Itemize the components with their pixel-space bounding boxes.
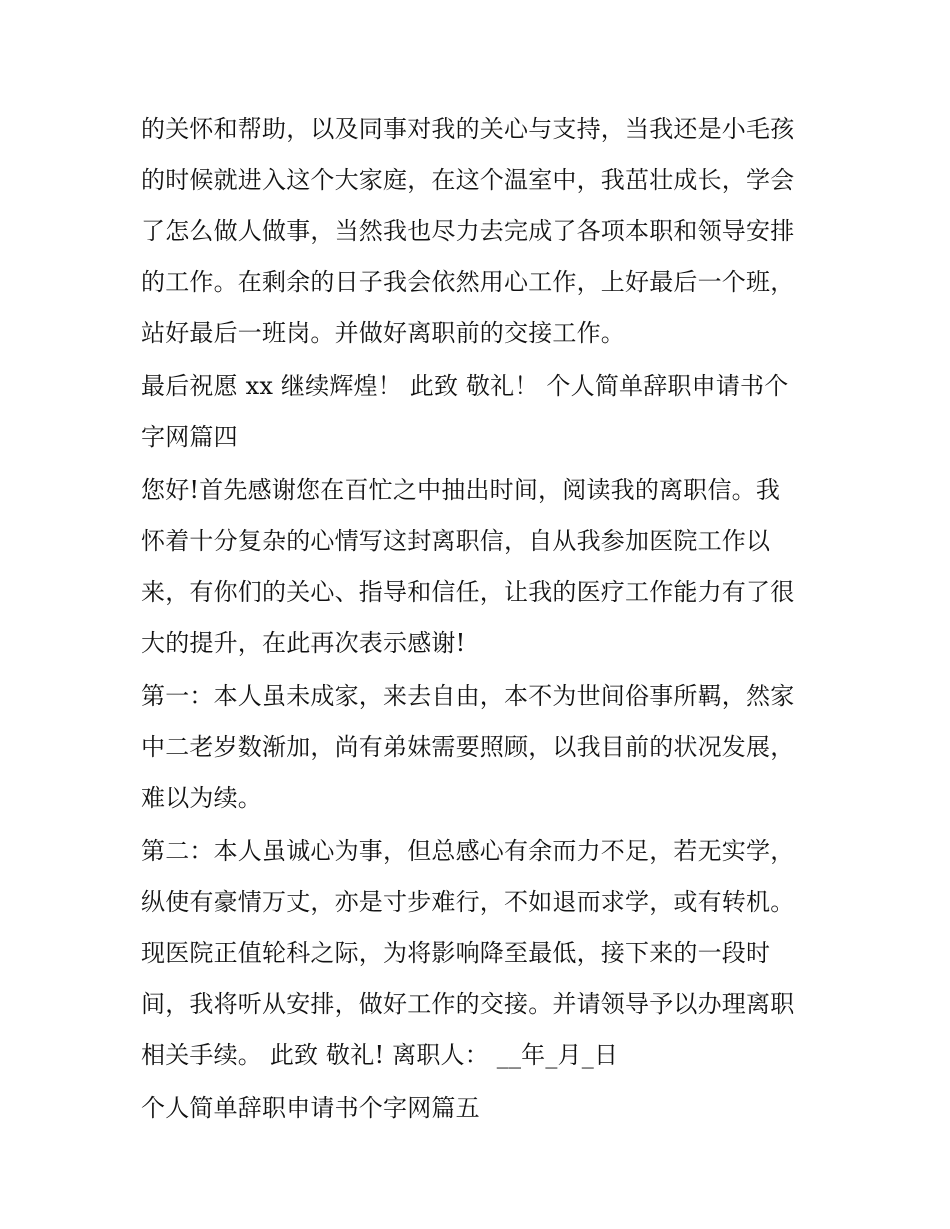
text-line: 的关怀和帮助，以及同事对我的关心与支持，当我还是小毛孩	[141, 115, 795, 143]
text-line: 难以为续。	[141, 784, 262, 812]
paragraph-resignation-thanks	[141, 104, 821, 359]
text-line: 第二：本人虽诚心为事，但总感心有余而力不足，若无实学，	[141, 837, 795, 865]
document-body	[141, 104, 821, 1136]
text-line: 的工作。在剩余的日子我会依然用心工作，上好最后一个班，	[141, 268, 795, 296]
text-line: 来，有你们的关心、指导和信任，让我的医疗工作能力有了很	[141, 578, 795, 606]
text-line: 最后祝愿 xx 继续辉煌！ 此致 敬礼！ 个人简单辞职申请书个	[141, 372, 789, 400]
text-line: 第一：本人虽未成家，来去自由，本不为世间俗事所羁，然家	[141, 682, 795, 710]
paragraph-reason-one	[141, 671, 821, 824]
paragraph-reason-two	[141, 826, 821, 1081]
text-line: 了怎么做人做事，当然我也尽力去完成了各项本职和领导安排	[141, 217, 795, 245]
text-line: 的时候就进入这个大家庭，在这个温室中，我茁壮成长，学会	[141, 166, 795, 194]
text-line: 大的提升，在此再次表示感谢!	[141, 629, 466, 657]
text-line: 站好最后一班岗。并做好离职前的交接工作。	[141, 319, 625, 347]
section-heading-part-five	[141, 1083, 821, 1134]
paragraph-closing-and-section-heading	[141, 361, 821, 463]
text-line: 现医院正值轮科之际，为将影响降至最低，接下来的一段时	[141, 939, 771, 967]
text-line: 怀着十分复杂的心情写这封离职信，自从我参加医院工作以	[141, 527, 771, 555]
text-line: 纵使有豪情万丈，亦是寸步难行，不如退而求学，或有转机。	[141, 888, 795, 916]
text-line: 相关手续。 此致 敬礼! 离职人： __年_月_日	[141, 1041, 619, 1069]
text-line: 您好!首先感谢您在百忙之中抽出时间，阅读我的离职信。我	[141, 476, 781, 504]
text-line: 中二老岁数渐加，尚有弟妹需要照顾，以我目前的状况发展，	[141, 733, 795, 761]
text-line: 间，我将听从安排，做好工作的交接。并请领导予以办理离职	[141, 990, 795, 1018]
paragraph-greeting	[141, 465, 821, 669]
text-line: 字网篇四	[141, 423, 238, 451]
text-line: 个人简单辞职申请书个字网篇五	[141, 1094, 480, 1122]
